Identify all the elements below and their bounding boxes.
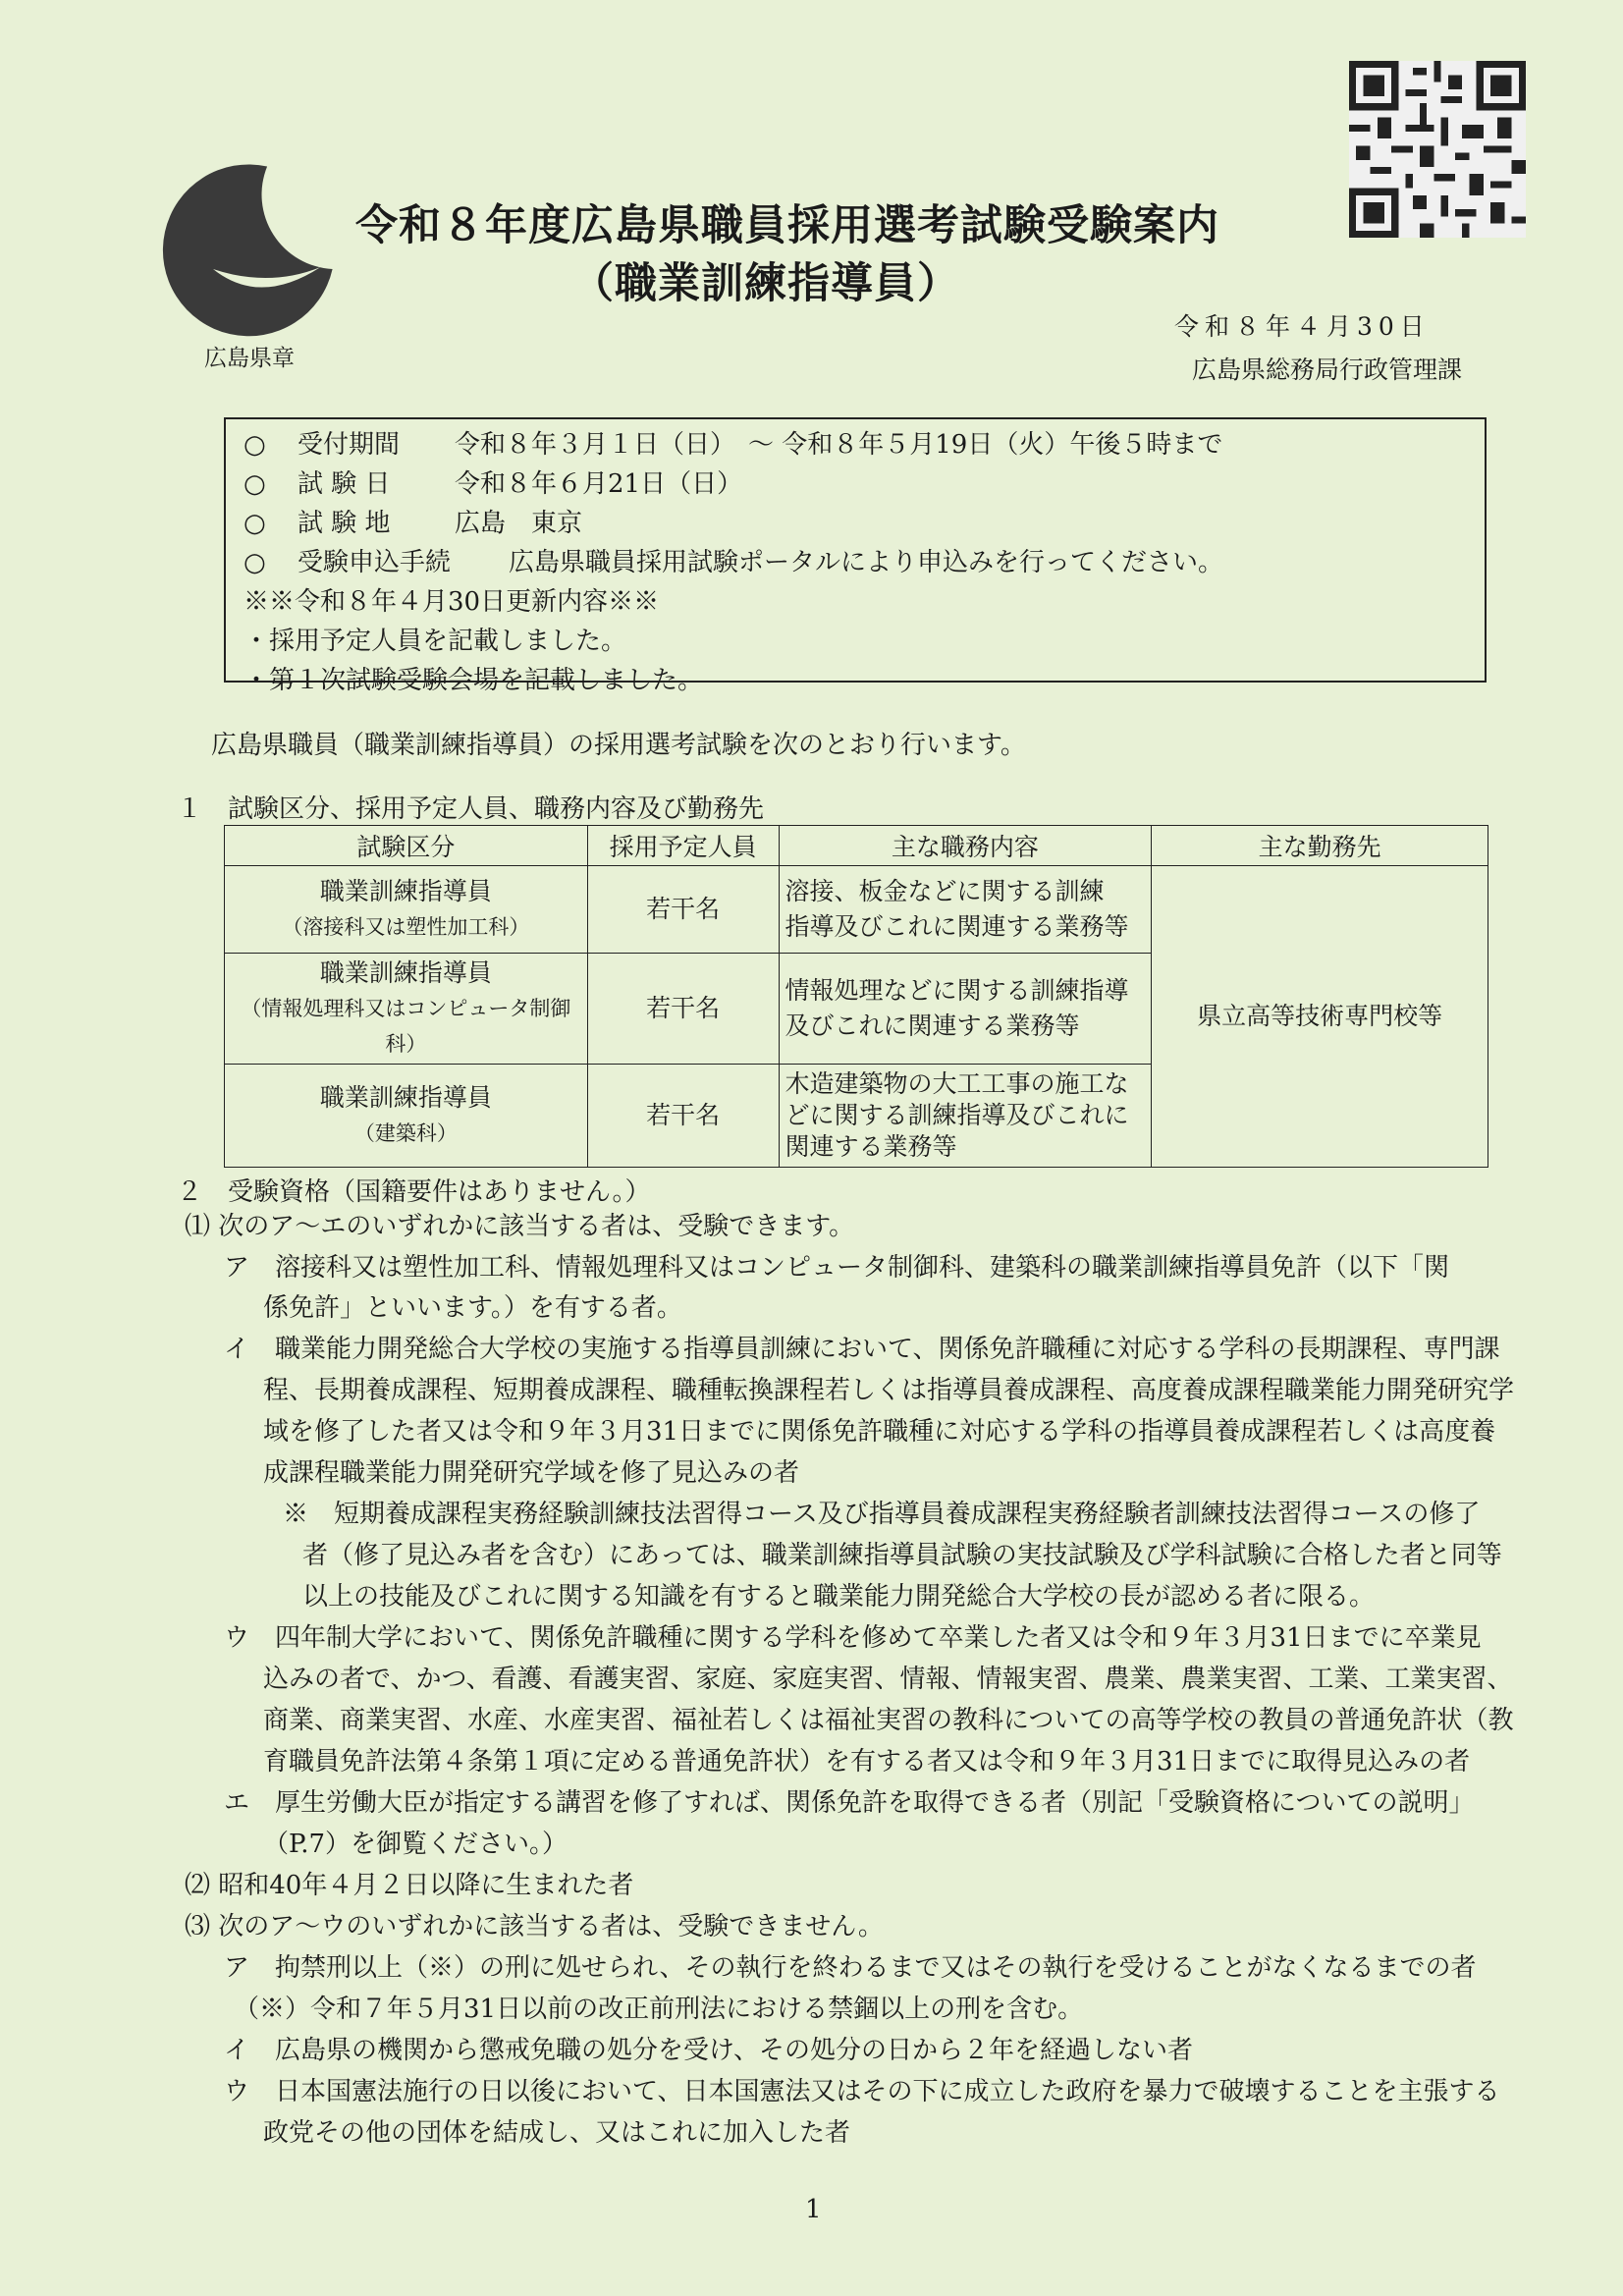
column-header: 試験区分 (225, 826, 588, 866)
summary-row-period (243, 425, 1467, 465)
disqualification-line: イ 広島県の機関から懲戒免職の処分を受け、その処分の日から２年を経過しない者 (224, 2036, 1193, 2065)
duties-line: 及びこれに関連する業務等 (784, 1011, 1080, 1040)
eligibility-line: イ 職業能力開発総合大学校の実施する指導員訓練において、関係免許職種に対応する学科の長期課程、専門課 (224, 1335, 1500, 1364)
workplace-cell: 県立高等技術専門校等 (1152, 866, 1488, 1168)
summary-label: 受付期間 (298, 430, 401, 460)
issue-date: 令和８年４月30日 (1174, 312, 1431, 341)
category-subname: （情報処理科又はコンピュータ制御科） (241, 997, 571, 1056)
table-header-row (225, 826, 1488, 866)
qr-code-icon[interactable] (1343, 61, 1532, 238)
duties-line: 溶接、板金などに関する訓練 (784, 877, 1105, 905)
eligibility-line: 商業、商業実習、水産、水産実習、福祉若しくは福祉実習の教科についての高等学校の教員の普通免許状（教 (263, 1706, 1514, 1735)
eligibility-note: ※ 短期養成課程実務経験訓練技法習得コース及び指導員養成課程実務経験者訓練技法習得コースの修了 (283, 1500, 1481, 1529)
summary-row-exam-date (243, 465, 1467, 504)
disqualification-note: （※）令和７年５月31日以前の改正前刑法における禁錮以上の刑を含む。 (234, 1995, 1084, 2024)
disqualification-line: ア 拘禁刑以上（※）の刑に処せられ、その執行を終わるまで又はその執行を受けることがなくなるまでの者 (224, 1953, 1477, 1983)
category-cell (225, 954, 588, 1065)
update-heading: ※※令和８年４月30日更新内容※※ (243, 587, 660, 617)
summary-value: 令和８年３月１日（日） ～ 令和８年５月19日（火）午後５時まで (455, 430, 1223, 460)
category-name: 職業訓練指導員 (319, 958, 492, 987)
duties-line: 関連する業務等 (784, 1132, 957, 1161)
number-cell: 若干名 (587, 954, 779, 1065)
eligibility-line: 域を修了した者又は令和９年３月31日までに関係免許職種に対応する学科の指導員養成課程若しくは高度養 (263, 1417, 1496, 1447)
category-subname: （建築科） (353, 1121, 458, 1145)
eligibility-line: 係免許」といいます。）を有する者。 (263, 1293, 682, 1323)
category-subname: （溶接科又は塑性加工科） (282, 915, 530, 939)
section-2-title: ２ 受験資格（国籍要件はありません。） (177, 1177, 651, 1207)
duties-line: どに関する訓練指導及びこれに (784, 1101, 1129, 1129)
eligibility-line: ウ 四年制大学において、関係免許職種に関する学科を修めて卒業した者又は令和９年３月31日までに卒業見 (224, 1623, 1482, 1653)
eligibility-line: エ 厚生労働大臣が指定する講習を修了すれば、関係免許を取得できる者（別記「受験資格についての説明」 (224, 1788, 1475, 1818)
summary-value: 広島県職員採用試験ポータルにより申込みを行ってください。 (509, 548, 1224, 577)
column-header: 主な職務内容 (779, 826, 1152, 866)
issuing-department: 広島県総務局行政管理課 (1192, 355, 1463, 384)
summary-label: 試 験 日 (298, 469, 391, 499)
disqualification-line: ウ 日本国憲法施行の日以後において、日本国憲法又はその下に成立した政府を暴力で破壊することを主張する (224, 2077, 1500, 2106)
summary-label: 試 験 地 (298, 509, 391, 538)
summary-value: 令和８年６月21日（日） (455, 469, 743, 499)
duties-cell (779, 866, 1152, 954)
eligibility-line: （P.7）を御覧ください。） (263, 1830, 568, 1859)
summary-row-location (243, 504, 1467, 543)
eligibility-item-1: ⑴ 次のア～エのいずれかに該当する者は、受験できます。 (185, 1212, 855, 1241)
bullet-mark: ○ (243, 548, 266, 577)
duties-line: 木造建築物の大工工事の施工な (784, 1069, 1129, 1098)
duties-cell (779, 1065, 1152, 1168)
disqualification-line: 政党その他の団体を結成し、又はこれに加入した者 (263, 2118, 851, 2148)
bullet-mark: ○ (243, 509, 266, 538)
bullet-mark: ○ (243, 469, 266, 499)
eligibility-line: 程、長期養成課程、短期養成課程、職種転換課程若しくは指導員養成課程、高度養成課程職業能力開発研究学 (263, 1376, 1515, 1405)
update-item: ・採用予定人員を記載しました。 (243, 627, 627, 656)
column-header: 採用予定人員 (587, 826, 779, 866)
eligibility-item-3: ⑶ 次のア～ウのいずれかに該当する者は、受験できません。 (185, 1912, 884, 1941)
positions-table (224, 825, 1488, 1168)
emblem-label: 広島県章 (204, 346, 295, 371)
category-name: 職業訓練指導員 (319, 877, 492, 905)
page-number: 1 (805, 2195, 822, 2224)
category-cell (225, 1065, 588, 1168)
column-header: 主な勤務先 (1152, 826, 1488, 866)
eligibility-line: ア 溶接科又は塑性加工科、情報処理科又はコンピュータ制御科、建築科の職業訓練指導員免許（以下「関 (224, 1253, 1450, 1283)
eligibility-item-2: ⑵ 昭和40年４月２日以降に生まれた者 (185, 1871, 634, 1900)
category-cell (225, 866, 588, 954)
number-cell: 若干名 (587, 866, 779, 954)
table-row (225, 866, 1488, 954)
duties-line: 指導及びこれに関連する業務等 (784, 912, 1129, 941)
summary-label: 受験申込手続 (298, 548, 452, 577)
eligibility-line: 成課程職業能力開発研究学域を修了見込みの者 (263, 1458, 800, 1488)
number-cell: 若干名 (587, 1065, 779, 1168)
eligibility-note: 以上の技能及びこれに関する知識を有すると職業能力開発総合大学校の長が認める者に限る。 (302, 1582, 1376, 1612)
document-subtitle: （職業訓練指導員） (571, 259, 960, 308)
duties-line: 情報処理などに関する訓練指導 (784, 976, 1129, 1005)
summary-row-application (243, 543, 1467, 582)
intro-text: 広島県職員（職業訓練指導員）の採用選考試験を次のとおり行います。 (211, 731, 1026, 760)
section-1-title: １ 試験区分、採用予定人員、職務内容及び勤務先 (177, 794, 765, 824)
summary-value: 広島 東京 (455, 509, 583, 538)
summary-box (224, 417, 1487, 695)
eligibility-line: 込みの者で、かつ、看護、看護実習、家庭、家庭実習、情報、情報実習、農業、農業実習、工業、工業実習、 (263, 1665, 1513, 1694)
hiroshima-emblem-icon (157, 157, 344, 344)
document-title: 令和８年度広島県職員採用選考試験受験案内 (355, 201, 1219, 250)
duties-cell (779, 954, 1152, 1065)
eligibility-line: 育職員免許法第４条第１項に定める普通免許状）を有する者又は令和９年３月31日までに取得見込みの者 (263, 1747, 1471, 1777)
update-item: ・第１次試験受験会場を記載しました。 (243, 666, 704, 695)
category-name: 職業訓練指導員 (319, 1083, 492, 1112)
eligibility-note: 者（修了見込み者を含む）にあっては、職業訓練指導員試験の実技試験及び学科試験に合格した者と同等 (302, 1541, 1502, 1570)
bullet-mark: ○ (243, 430, 266, 460)
